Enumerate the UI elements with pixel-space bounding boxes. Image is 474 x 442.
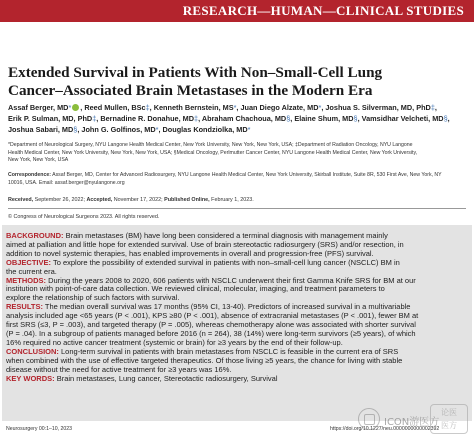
section-banner: RESEARCH—HUMAN—CLINICAL STUDIES	[0, 0, 474, 22]
correspondence-line-1	[8, 172, 470, 180]
affiliation-line: *Department of Neurological Surgery, NYU Langone Health Medical Center, New York University, New York, New York, USA; ‡Department of Radiation Oncology, NYU Langone	[8, 142, 413, 148]
abstract-body: 16% required no active cancer treatment (systemic or brain) for ≥3 years by the end of their follow-up.	[6, 337, 343, 347]
abstract-body: Brain metastases (BM) have long been considered a terminal diagnosis with management mainly	[63, 231, 388, 240]
abstract-body: first SRS (≤3, P = .003), and targeted therapy (P = .005), whereas chemotherapy alone was associated with shorter survival	[6, 320, 416, 330]
abstract-body: (P = .04). In a subgroup of patients managed before 2016 (n = 264), 38 (14%) were long-term survivors (≥5 years), of which	[6, 328, 416, 338]
author-separator: ,	[77, 125, 82, 134]
author-line	[8, 124, 470, 135]
author-separator: ,	[290, 114, 295, 123]
orcid-icon[interactable]	[72, 104, 79, 111]
abstract-body: To explore the possibility of extended survival in patients with non–small-cell lung cancer (NSCLC) BM in	[51, 257, 400, 267]
divider	[8, 208, 466, 209]
affiliation-mark: *	[155, 125, 159, 134]
received-label: Received,	[8, 197, 34, 203]
watermark-text: ICON游医方	[384, 417, 440, 428]
abstract-body: when combined with the use of effective targeted therapeutics. Of those living ≥5 years, the chance for living with stable	[6, 355, 403, 365]
correspondence-label: Correspondence:	[8, 172, 51, 178]
watermark-stamp-line: 论医	[441, 408, 457, 417]
abstract-heading: METHODS:	[6, 275, 46, 285]
affiliation-mark: ‡	[145, 103, 150, 112]
author-name[interactable]: Joshua Sabari, MD	[8, 125, 74, 134]
published-label: Published Online,	[164, 197, 210, 203]
journal-citation: Neurosurgery 00:1–10, 2023	[6, 426, 73, 432]
abstract-body: Long-term survival in patients with brain metastases from NSCLC is feasible in the current era of SRS	[58, 346, 399, 356]
author-separator: ,	[434, 103, 437, 112]
doi-link[interactable]: https://doi.org/10.1227/neu.0000000000002392	[330, 426, 440, 432]
affiliation-line: Health Medical Center, New York University, New York, New York, USA; §Medical Oncology, Perlmutter Cancer Center, NYU Langone Health Medical Center, New York University,	[8, 149, 418, 156]
abstract-text	[6, 232, 468, 383]
affiliation-mark: ‡	[194, 114, 199, 123]
abstract-body: addition to novel systemic therapies, has enabled improvements in overall and progression-free (PFS) survival.	[6, 248, 374, 258]
author-line	[8, 102, 470, 113]
author-name[interactable]: Abraham Chachoua, MD	[201, 114, 287, 123]
affiliation-mark: *	[318, 103, 322, 112]
watermark-stamp-line: 医方	[441, 421, 457, 430]
author-separator: ,	[149, 103, 154, 112]
title-line-2: Cancer–Associated Brain Metastases in the Modern Era	[8, 82, 373, 99]
correspondence-line-2[interactable]: 10016, USA. Email: assaf.berger@nyulangone.org	[8, 179, 125, 186]
abstract-body: institution with point-of-care data collection. We reviewed clinical, molecular, imaging, and treatment parameters to	[6, 284, 385, 294]
published-date: February 1, 2023.	[209, 197, 254, 203]
watermark-stamp	[430, 404, 468, 434]
author-name[interactable]: Douglas Kondziolka, MD	[162, 125, 248, 134]
abstract-body: disease without the need for active treatment for ≥3 years was 16%.	[6, 364, 232, 374]
author-separator: ,	[236, 103, 241, 112]
author-name[interactable]: John G. Golfinos, MD	[81, 125, 156, 134]
author-name[interactable]: Erik P. Sulman, MD, PhD	[8, 114, 93, 123]
affiliation-mark: *	[68, 103, 72, 112]
author-list	[8, 102, 470, 135]
abstract-heading: KEY WORDS:	[6, 373, 55, 383]
author-separator: ,	[96, 114, 101, 123]
author-name[interactable]: Vamsidhar Velcheti, MD	[361, 114, 444, 123]
abstract-body: aimed at palliation and little hope for extended survival. Use of brain stereotactic radiosurgery (SRS) and/or resection, in	[6, 239, 404, 249]
affiliation-mark: §	[443, 114, 448, 123]
affiliation-mark: *	[233, 103, 237, 112]
affiliation-mark: §	[286, 114, 291, 123]
accepted-date: November 17, 2022;	[112, 197, 165, 203]
correspondence-text: Assaf Berger, MD, Center for Advanced Radiosurgery, NYU Langone Health Medical Center, New York University, Skirball Institute, Suite 8R, 530 First Ave, New York, NY	[50, 172, 442, 178]
abstract-line	[6, 259, 468, 268]
author-name[interactable]: Bernadine R. Donahue, MD	[100, 114, 194, 123]
author-line	[8, 113, 470, 124]
author-separator: ,	[158, 125, 163, 134]
received-date: September 26, 2022;	[33, 197, 87, 203]
article-dates	[8, 197, 470, 203]
abstract-body: During the years 2008 to 2020, 606 patients with NSCLC underwent their first Gamma Knife SRS for BM at our	[46, 275, 416, 285]
watermark	[358, 404, 470, 438]
affiliations	[8, 142, 470, 165]
abstract-body: The median overall survival was 17 months (95% CI, 13-40). Predictors of increased survival in a multivariable	[42, 302, 411, 312]
copyright-notice: © Congress of Neurological Surgeons 2023. All rights reserved.	[8, 214, 160, 220]
author-name[interactable]: Joshua S. Silverman, MD, PhD	[325, 103, 431, 112]
abstract-body: the current era.	[6, 266, 57, 276]
author-name[interactable]: Juan Diego Alzate, MD	[240, 103, 319, 112]
abstract-heading: BACKGROUND:	[6, 231, 64, 240]
abstract-body: Brain metastases, Lung cancer, Stereotactic radiosurgery, Survival	[54, 373, 278, 383]
abstract-line	[6, 375, 468, 384]
affiliation-mark: *	[247, 125, 251, 134]
abstract-heading: OBJECTIVE:	[6, 257, 52, 267]
accepted-label: Accepted,	[86, 197, 113, 203]
affiliation-line: New York, New York, USA	[8, 157, 69, 164]
author-separator: ,	[198, 114, 202, 123]
watermark-logo-icon	[358, 408, 380, 430]
affiliation-mark: §	[73, 125, 78, 134]
title-line-1: Extended Survival in Patients With Non–Small-Cell Lung	[8, 64, 383, 81]
author-separator: ,	[80, 103, 85, 112]
author-name[interactable]: Assaf Berger, MD	[8, 103, 69, 112]
affiliation-mark: §	[353, 114, 358, 123]
article-title	[8, 64, 468, 100]
affiliation-mark: ‡	[92, 114, 97, 123]
author-name[interactable]: Kenneth Bernstein, MS	[153, 103, 234, 112]
abstract-heading: CONCLUSION:	[6, 346, 59, 356]
author-separator: ,	[447, 114, 450, 123]
author-separator: ,	[321, 103, 326, 112]
abstract-body: analysis included age <65 years (P < .001), KPS ≥80 (P < .001), absence of extracranial metastases (P < .001), fewer BM at	[6, 311, 419, 321]
abstract-heading: RESULTS:	[6, 302, 43, 312]
correspondence	[8, 172, 470, 187]
author-name[interactable]: Reed Mullen, BSc	[84, 103, 146, 112]
author-separator: ,	[357, 114, 362, 123]
affiliation-mark: ‡	[430, 103, 435, 112]
author-name[interactable]: Elaine Shum, MD	[294, 114, 354, 123]
abstract-body: explore the relationship of such factors with survival.	[6, 293, 180, 303]
